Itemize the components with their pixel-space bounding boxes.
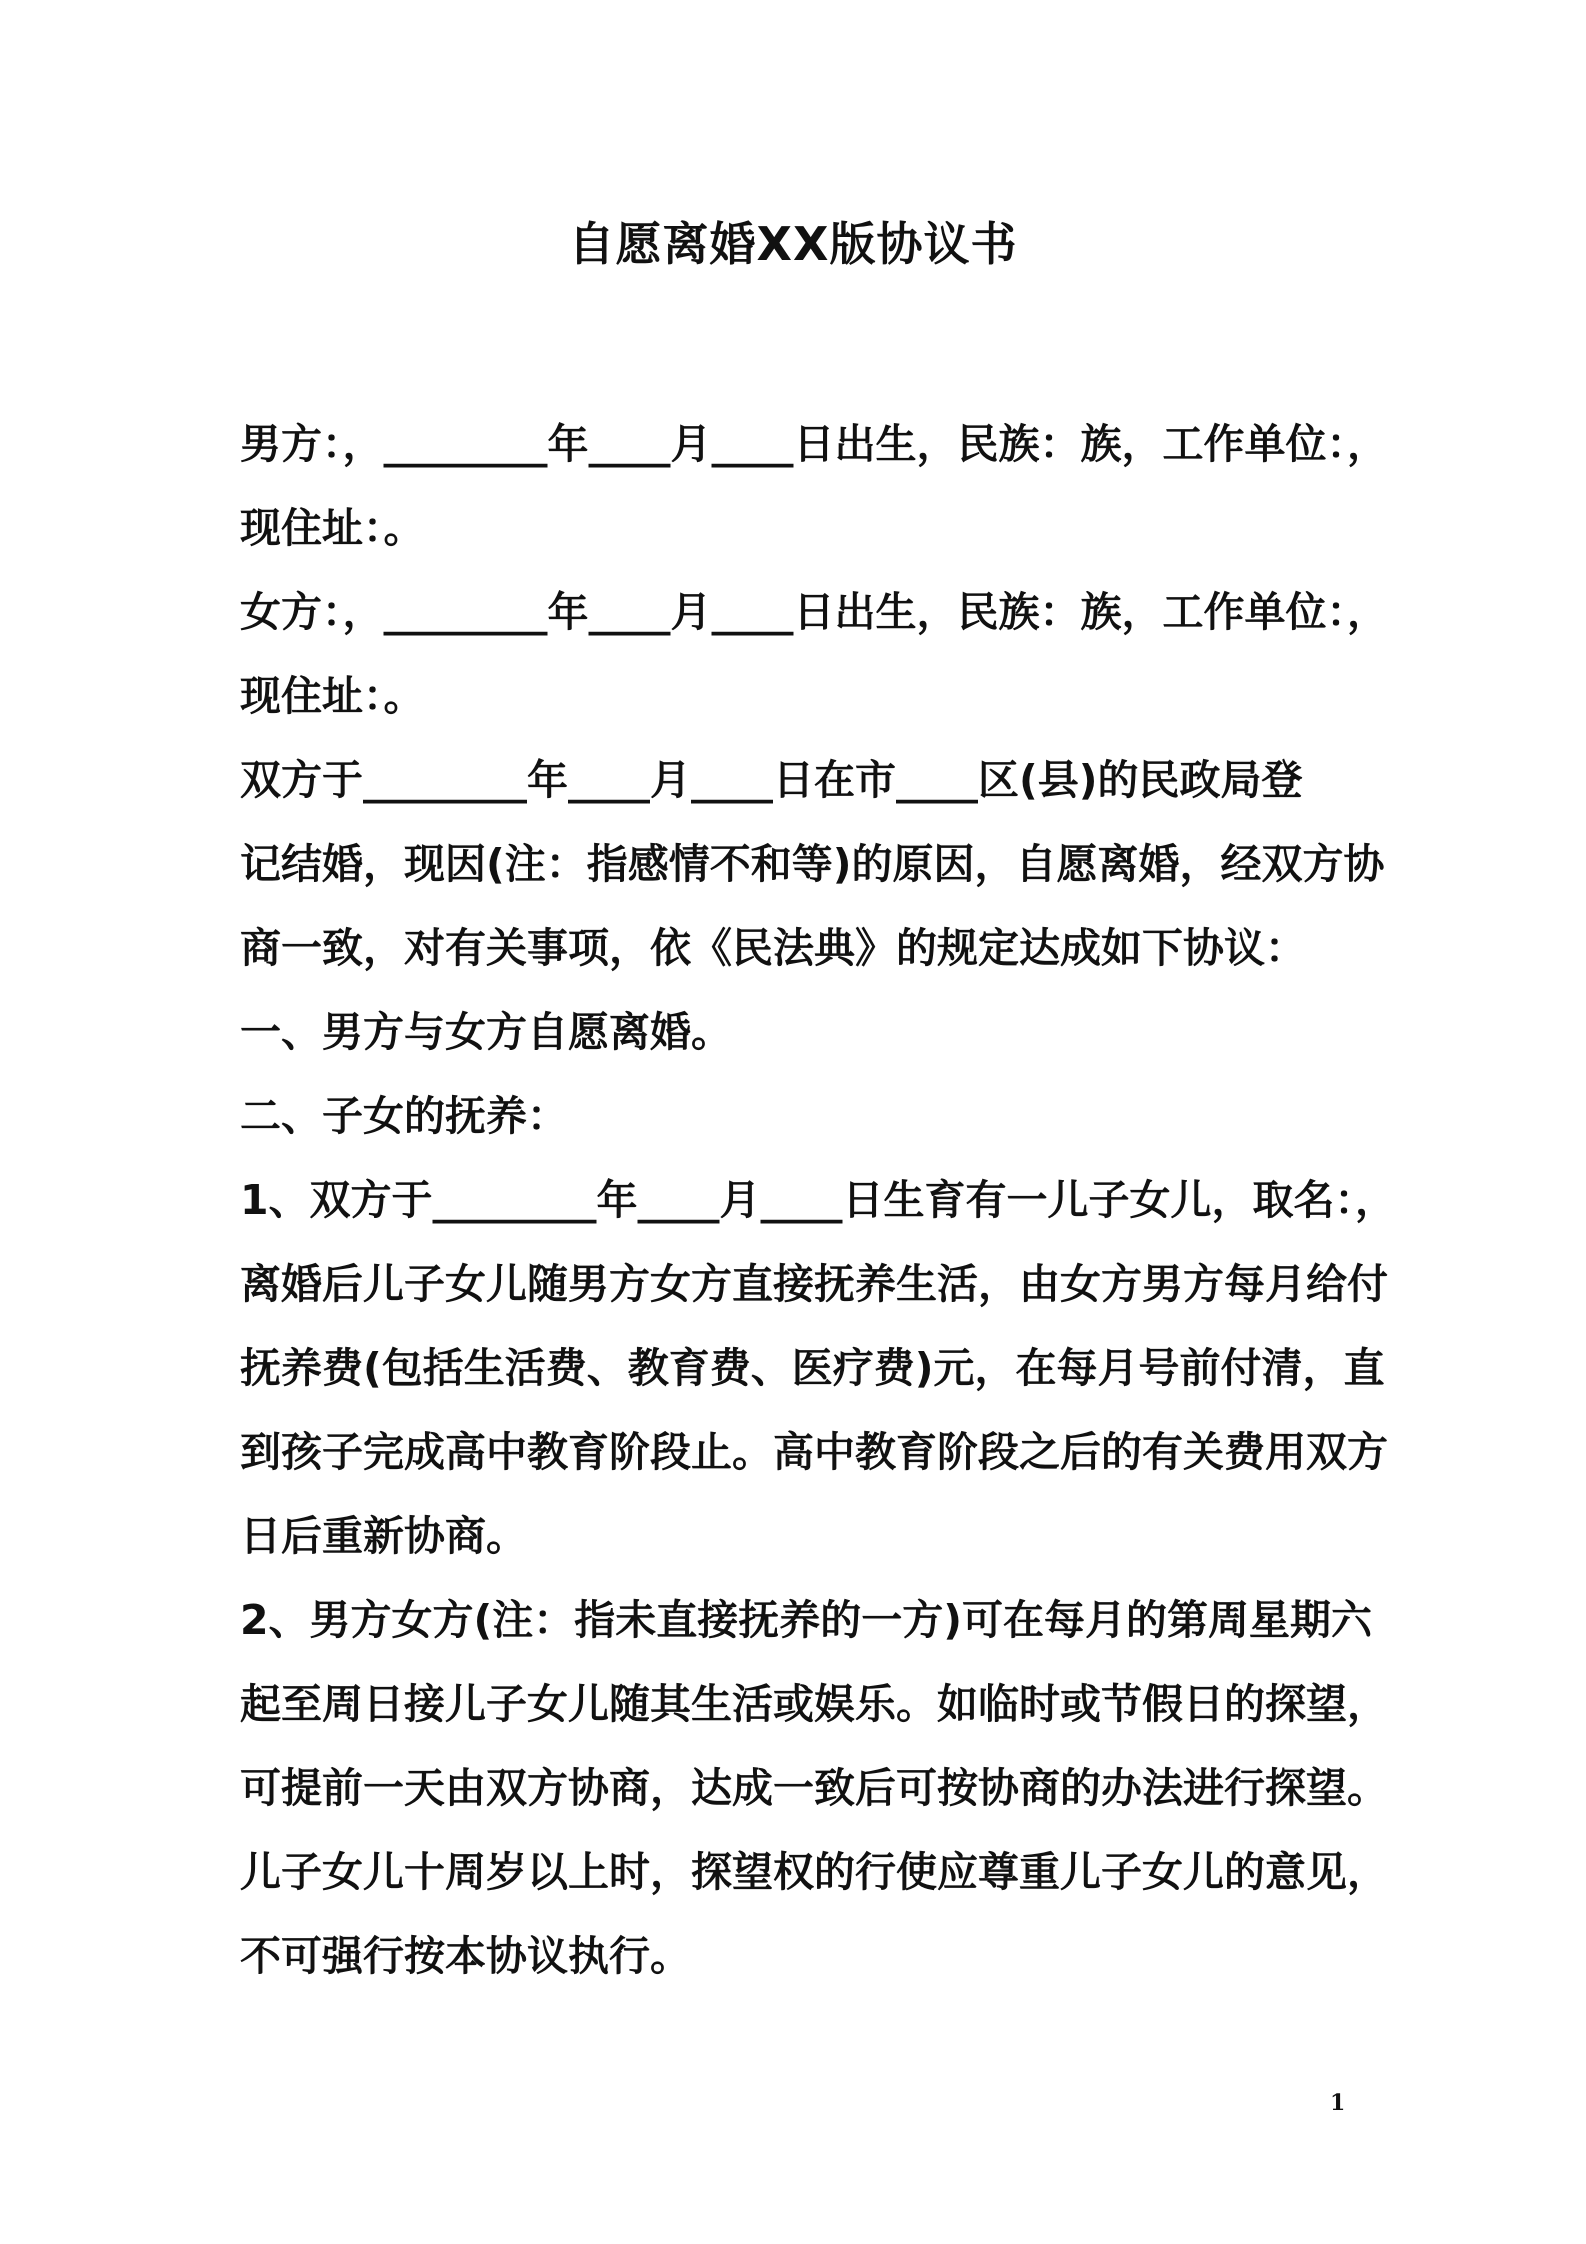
text-line: 抚养费(包括生活费、教育费、医疗费)元，在每月号前付清，直: [240, 1344, 1385, 1392]
text-line: 双方于________年____月____日在市____区(县)的民政局登: [240, 756, 1303, 804]
text-line: 二、子女的抚养：: [240, 1092, 568, 1140]
text-line: 儿子女儿十周岁以上时，探望权的行使应尊重儿子女儿的意见，: [240, 1848, 1388, 1896]
text-line: 女方：，________年____月____日出生，民族：族，工作单位：，: [240, 588, 1388, 636]
text-line: 商一致，对有关事项，依《民法典》的规定达成如下协议：: [240, 924, 1306, 972]
text-line: 2、男方女方(注：指未直接抚养的一方)可在每月的第周星期六: [240, 1596, 1373, 1644]
text-line: 起至周日接儿子女儿随其生活或娱乐。如临时或节假日的探望，: [240, 1680, 1388, 1728]
text-line: 男方：，________年____月____日出生，民族：族，工作单位：，: [240, 420, 1388, 468]
page-number: 1: [1330, 2090, 1346, 2116]
text-line: 1、双方于________年____月____日生育有一儿子女儿，取名：，: [240, 1176, 1397, 1224]
text-line: 到孩子完成高中教育阶段止。高中教育阶段之后的有关费用双方: [240, 1428, 1388, 1476]
text-line: 现住址：。: [240, 504, 425, 552]
text-line: 现住址：。: [240, 672, 425, 720]
text-line: 记结婚，现因(注：指感情不和等)的原因，自愿离婚，经双方协: [240, 840, 1385, 888]
text-line: 不可强行按本协议执行。: [240, 1932, 691, 1980]
text-line: 日后重新协商。: [240, 1512, 527, 1560]
text-line: 离婚后儿子女儿随男方女方直接抚养生活，由女方男方每月给付: [240, 1260, 1388, 1308]
text-line: 可提前一天由双方协商，达成一致后可按协商的办法进行探望。: [240, 1764, 1388, 1812]
document-title: 自愿离婚XX版协议书: [568, 217, 1018, 271]
document-body: [240, 402, 1397, 1998]
text-line: 一、男方与女方自愿离婚。: [240, 1008, 732, 1056]
